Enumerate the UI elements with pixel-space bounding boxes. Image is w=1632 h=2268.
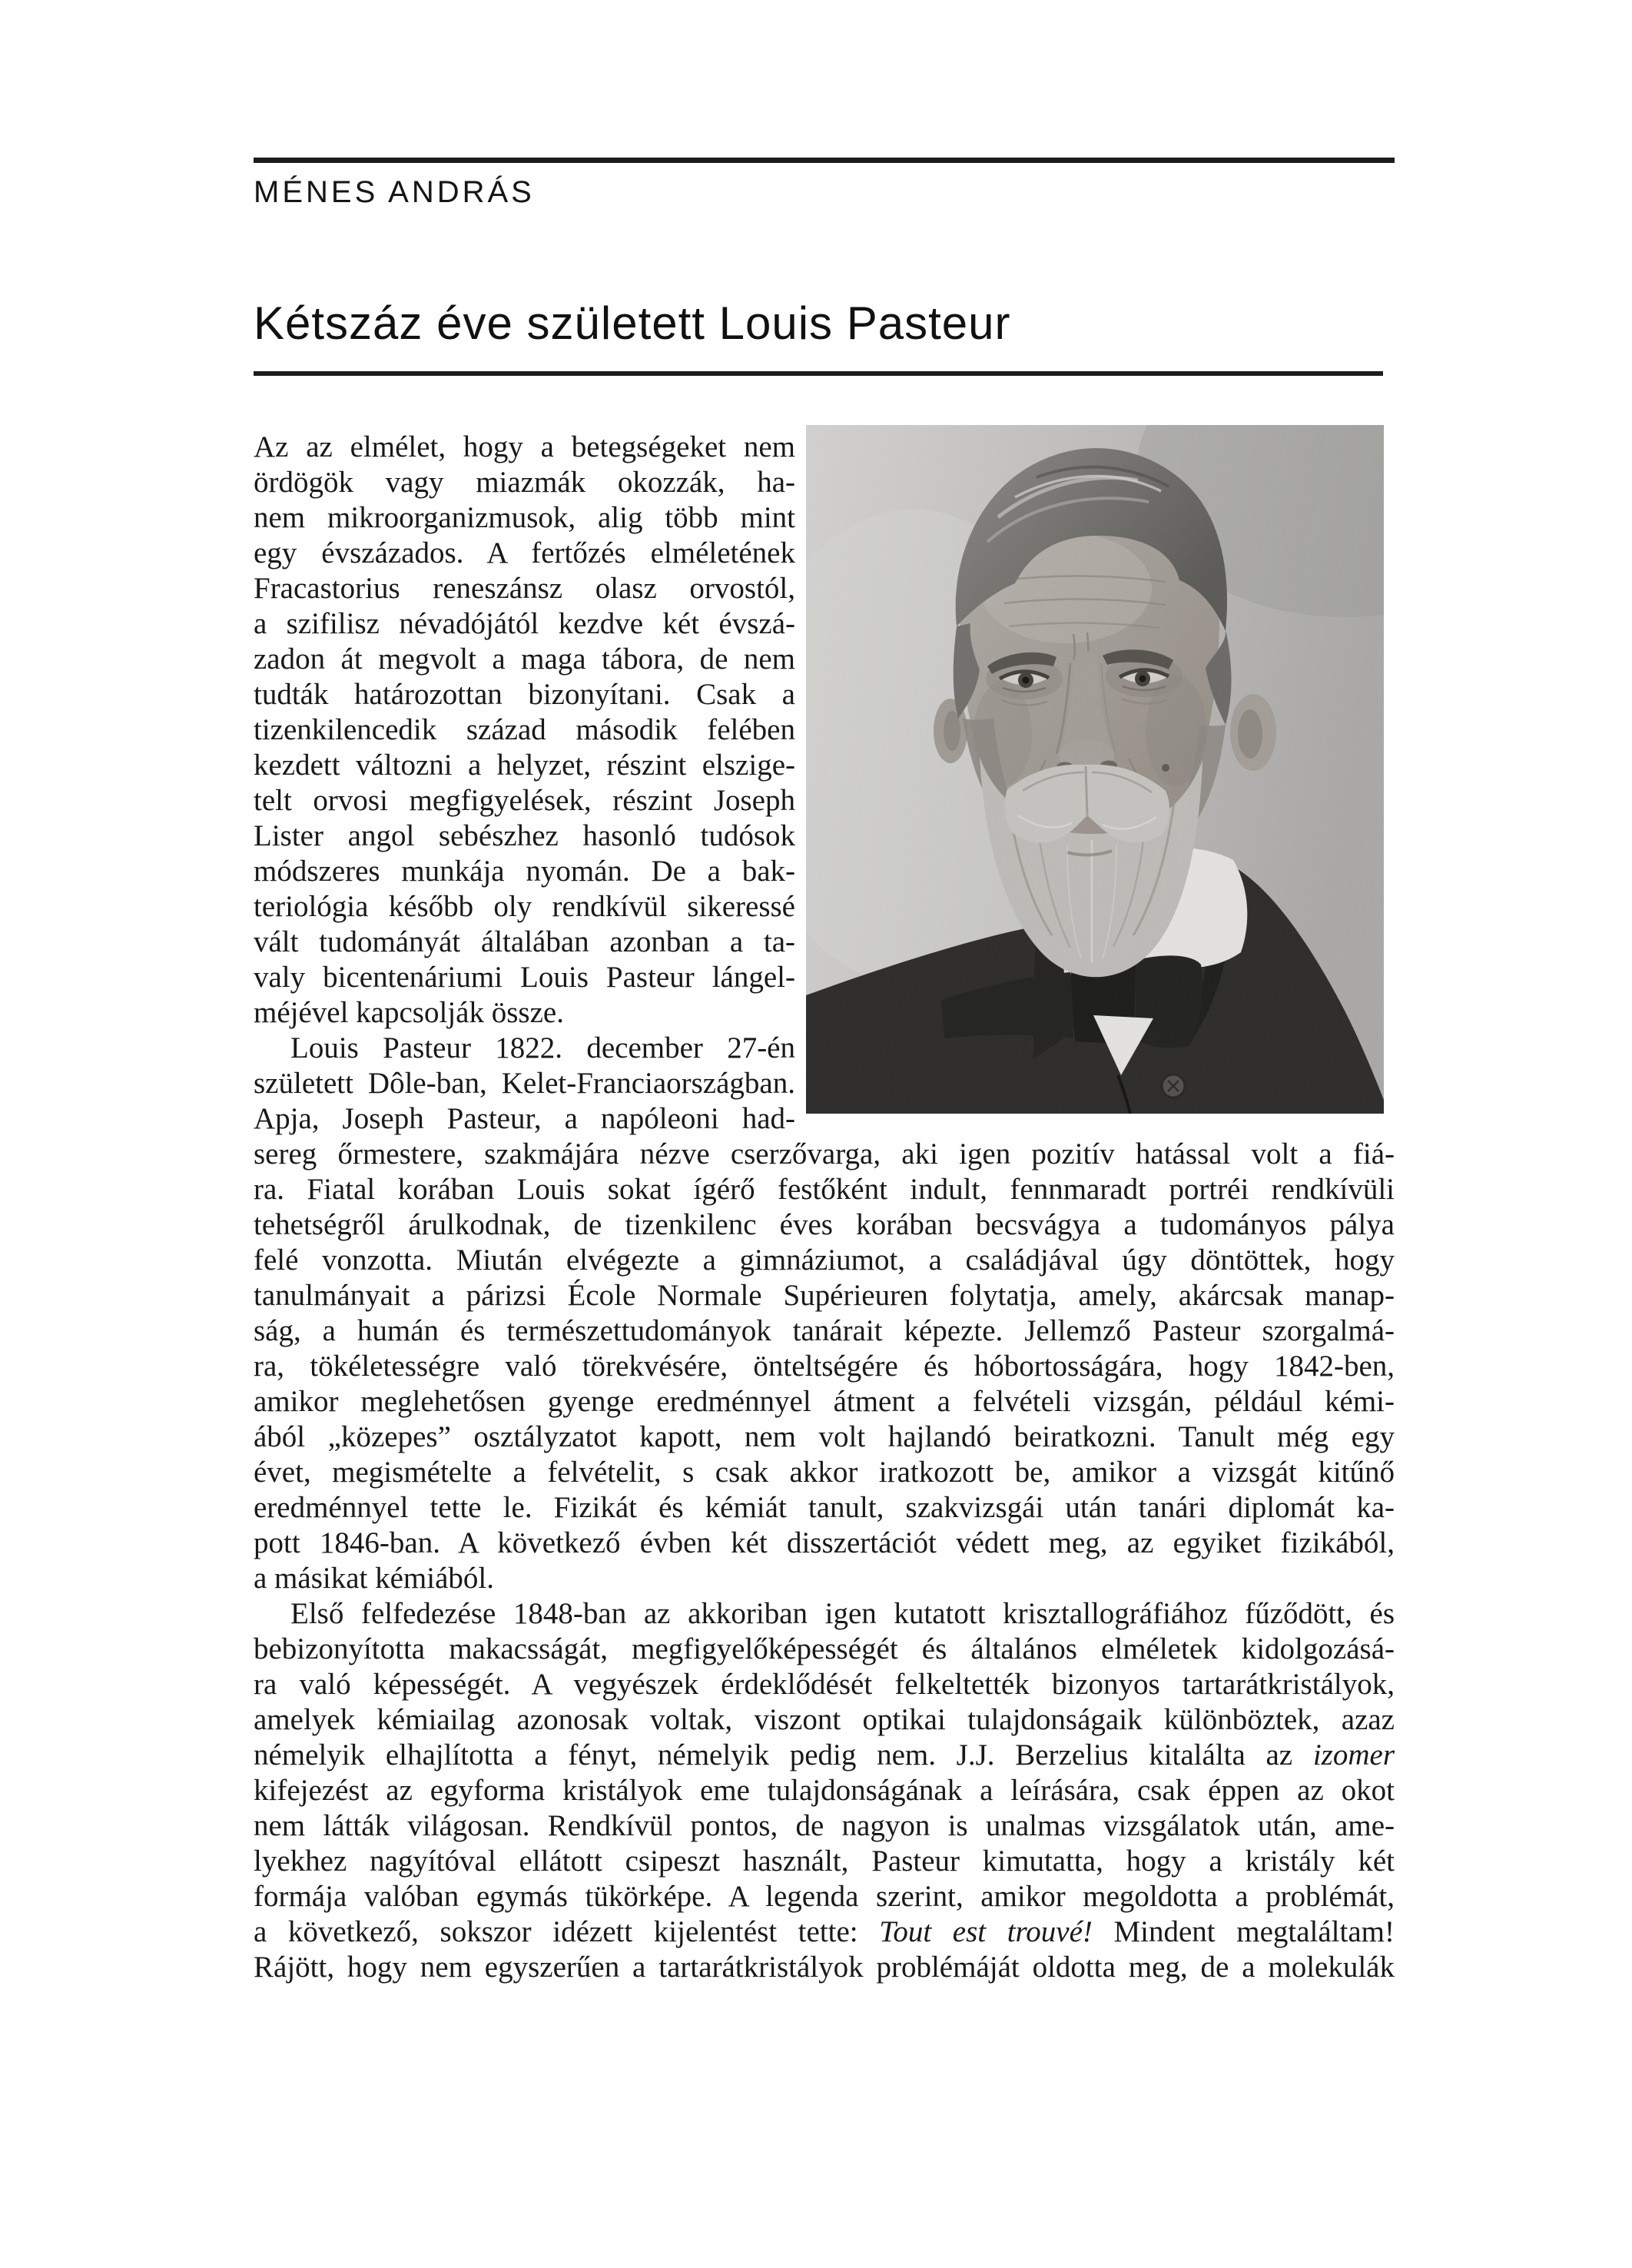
text-line: felé vonzotta. Miután elvégezte a gimnáziumot, a családjával úgy döntöttek, hogy [254, 1244, 1395, 1277]
text-line: telt orvosi megfigyelések, részint Joseph [254, 784, 795, 817]
text-line [254, 1914, 1395, 1950]
text-line: ra való képességét. A vegyészek érdeklődését felkeltették bizonyos tartarátkristályok, [254, 1668, 1395, 1701]
article-body [254, 1137, 1395, 1985]
italic-text: Tout est trouvé! [879, 1915, 1093, 1948]
italic-text: izomer [1312, 1738, 1395, 1772]
author-byline: MÉNES ANDRÁS [254, 175, 535, 209]
text-line: ából „közepes” osztályzatot kapott, nem volt hajlandó beiratkozni. Tanult még egy [254, 1420, 1395, 1453]
text-line: amelyek kémiailag azonosak voltak, viszont optikai tulajdonságaik különböztek, azaz [254, 1703, 1395, 1736]
text-line: Az az elmélet, hogy a betegségeket nem [254, 430, 795, 463]
text-line: Apja, Joseph Pasteur, a napóleoni had- [254, 1102, 795, 1135]
portrait-illustration [806, 425, 1384, 1114]
text-line: évet, megismételte a felvételit, s csak akkor iratkozott be, amikor a vizsgát kitűnő [254, 1456, 1395, 1489]
text-line: Louis Pasteur 1822. december 27-én [290, 1031, 795, 1064]
article-lead-section [254, 425, 1395, 1137]
text-line: bebizonyította makacsságát, megfigyelőképességét és általános elméletek kidolgozásá- [254, 1632, 1395, 1665]
text-line: Első felfedezése 1848-ban az akkoriban igen kutatott krisztallográfiához fűződött, és [290, 1597, 1395, 1630]
paragraph [254, 430, 795, 1031]
text-line: amikor meglehetősen gyenge eredménnyel átment a felvételi vizsgán, például kémi- [254, 1385, 1395, 1418]
text-segment: Mindent megtaláltam! [1092, 1915, 1395, 1948]
text-line: tanulmányait a párizsi École Normale Supérieuren folytatja, amely, akárcsak manap- [254, 1279, 1395, 1312]
text-line: teriológia később oly rendkívül sikeressé [254, 890, 795, 923]
text-segment: a következő, sokszor idézett kijelentést tette: [254, 1915, 880, 1948]
text-line: tizenkilencedik század második felében [254, 713, 795, 746]
paragraph [254, 1596, 1395, 1985]
text-line: formája valóban egymás tükörképe. A legenda szerint, amikor megoldotta a problémát, [254, 1880, 1395, 1913]
text-line: valy bicentenáriumi Louis Pasteur lángel- [254, 961, 795, 994]
title-rule [254, 371, 1383, 376]
text-line: sereg őrmestere, szakmájára nézve cserzővarga, aki igen pozitív hatással volt a fiá- [254, 1137, 1395, 1171]
pasteur-portrait-photo [806, 425, 1384, 1114]
text-line: módszeres munkája nyomán. De a bak- [254, 855, 795, 888]
text-line: nem mikroorganizmusok, alig több mint [254, 501, 795, 534]
lead-text-column [254, 425, 795, 1137]
text-line: eredménnyel tette le. Fizikát és kémiát tanult, szakvizsgái után tanári diplomát ka- [254, 1491, 1395, 1524]
paragraph [254, 1137, 1395, 1596]
text-line: kifejezést az egyforma kristályok eme tulajdonságának a leírására, csak éppen az okot [254, 1774, 1395, 1807]
text-segment: némelyik elhajlította a fényt, némelyik pedig nem. J.J. Berzelius kitalálta az [254, 1738, 1313, 1772]
text-line: pott 1846-ban. A következő évben két disszertációt védett meg, az egyiket fizikából, [254, 1526, 1395, 1559]
text-line: vált tudományát általában azonban a ta- [254, 925, 795, 958]
text-line: született Dôle-ban, Kelet-Franciaországban. [254, 1067, 795, 1100]
text-line: ördögök vagy miazmák okozzák, ha- [254, 466, 795, 499]
text-line: a másikat kémiából. [254, 1562, 494, 1595]
paragraph [254, 1031, 795, 1137]
header-rule [254, 158, 1395, 163]
text-line: Fracastorius reneszánsz olasz orvostól, [254, 572, 795, 605]
text-line: tudták határozottan bizonyítani. Csak a [254, 678, 795, 711]
text-line: Lister angol sebészhez hasonló tudósok [254, 819, 795, 852]
text-line [254, 1738, 1395, 1773]
text-line: egy évszázados. A fertőzés elméletének [254, 536, 795, 569]
text-line: a szifilisz névadójától kezdve két évszá- [254, 607, 795, 640]
text-line: kezdett változni a helyzet, részint elszige- [254, 749, 795, 782]
text-line: méjével kapcsolják össze. [254, 996, 564, 1029]
text-line: ság, a humán és természettudományok tanárait képezte. Jellemző Pasteur szorgalmá- [254, 1314, 1395, 1347]
article-title: Kétszáz éve született Louis Pasteur [254, 297, 1011, 349]
text-line: tehetségről árulkodnak, de tizenkilenc éves korában becsvágya a tudományos pálya [254, 1208, 1395, 1241]
text-line: lyekhez nagyítóval ellátott csipeszt használt, Pasteur kimutatta, hogy a kristály két [254, 1845, 1395, 1878]
text-line: Rájött, hogy nem egyszerűen a tartarátkristályok problémáját oldotta meg, de a molekulák [254, 1951, 1395, 1984]
text-line: ra, tökéletességre való törekvésére, önteltségére és hóbortosságára, hogy 1842-ben, [254, 1350, 1395, 1383]
text-line: ra. Fiatal korában Louis sokat ígérő festőként indult, fennmaradt portréi rendkívüli [254, 1173, 1395, 1206]
text-line: zadon át megvolt a maga tábora, de nem [254, 643, 795, 676]
text-line: nem látták világosan. Rendkívül pontos, de nagyon is unalmas vizsgálatok után, ame- [254, 1809, 1395, 1842]
